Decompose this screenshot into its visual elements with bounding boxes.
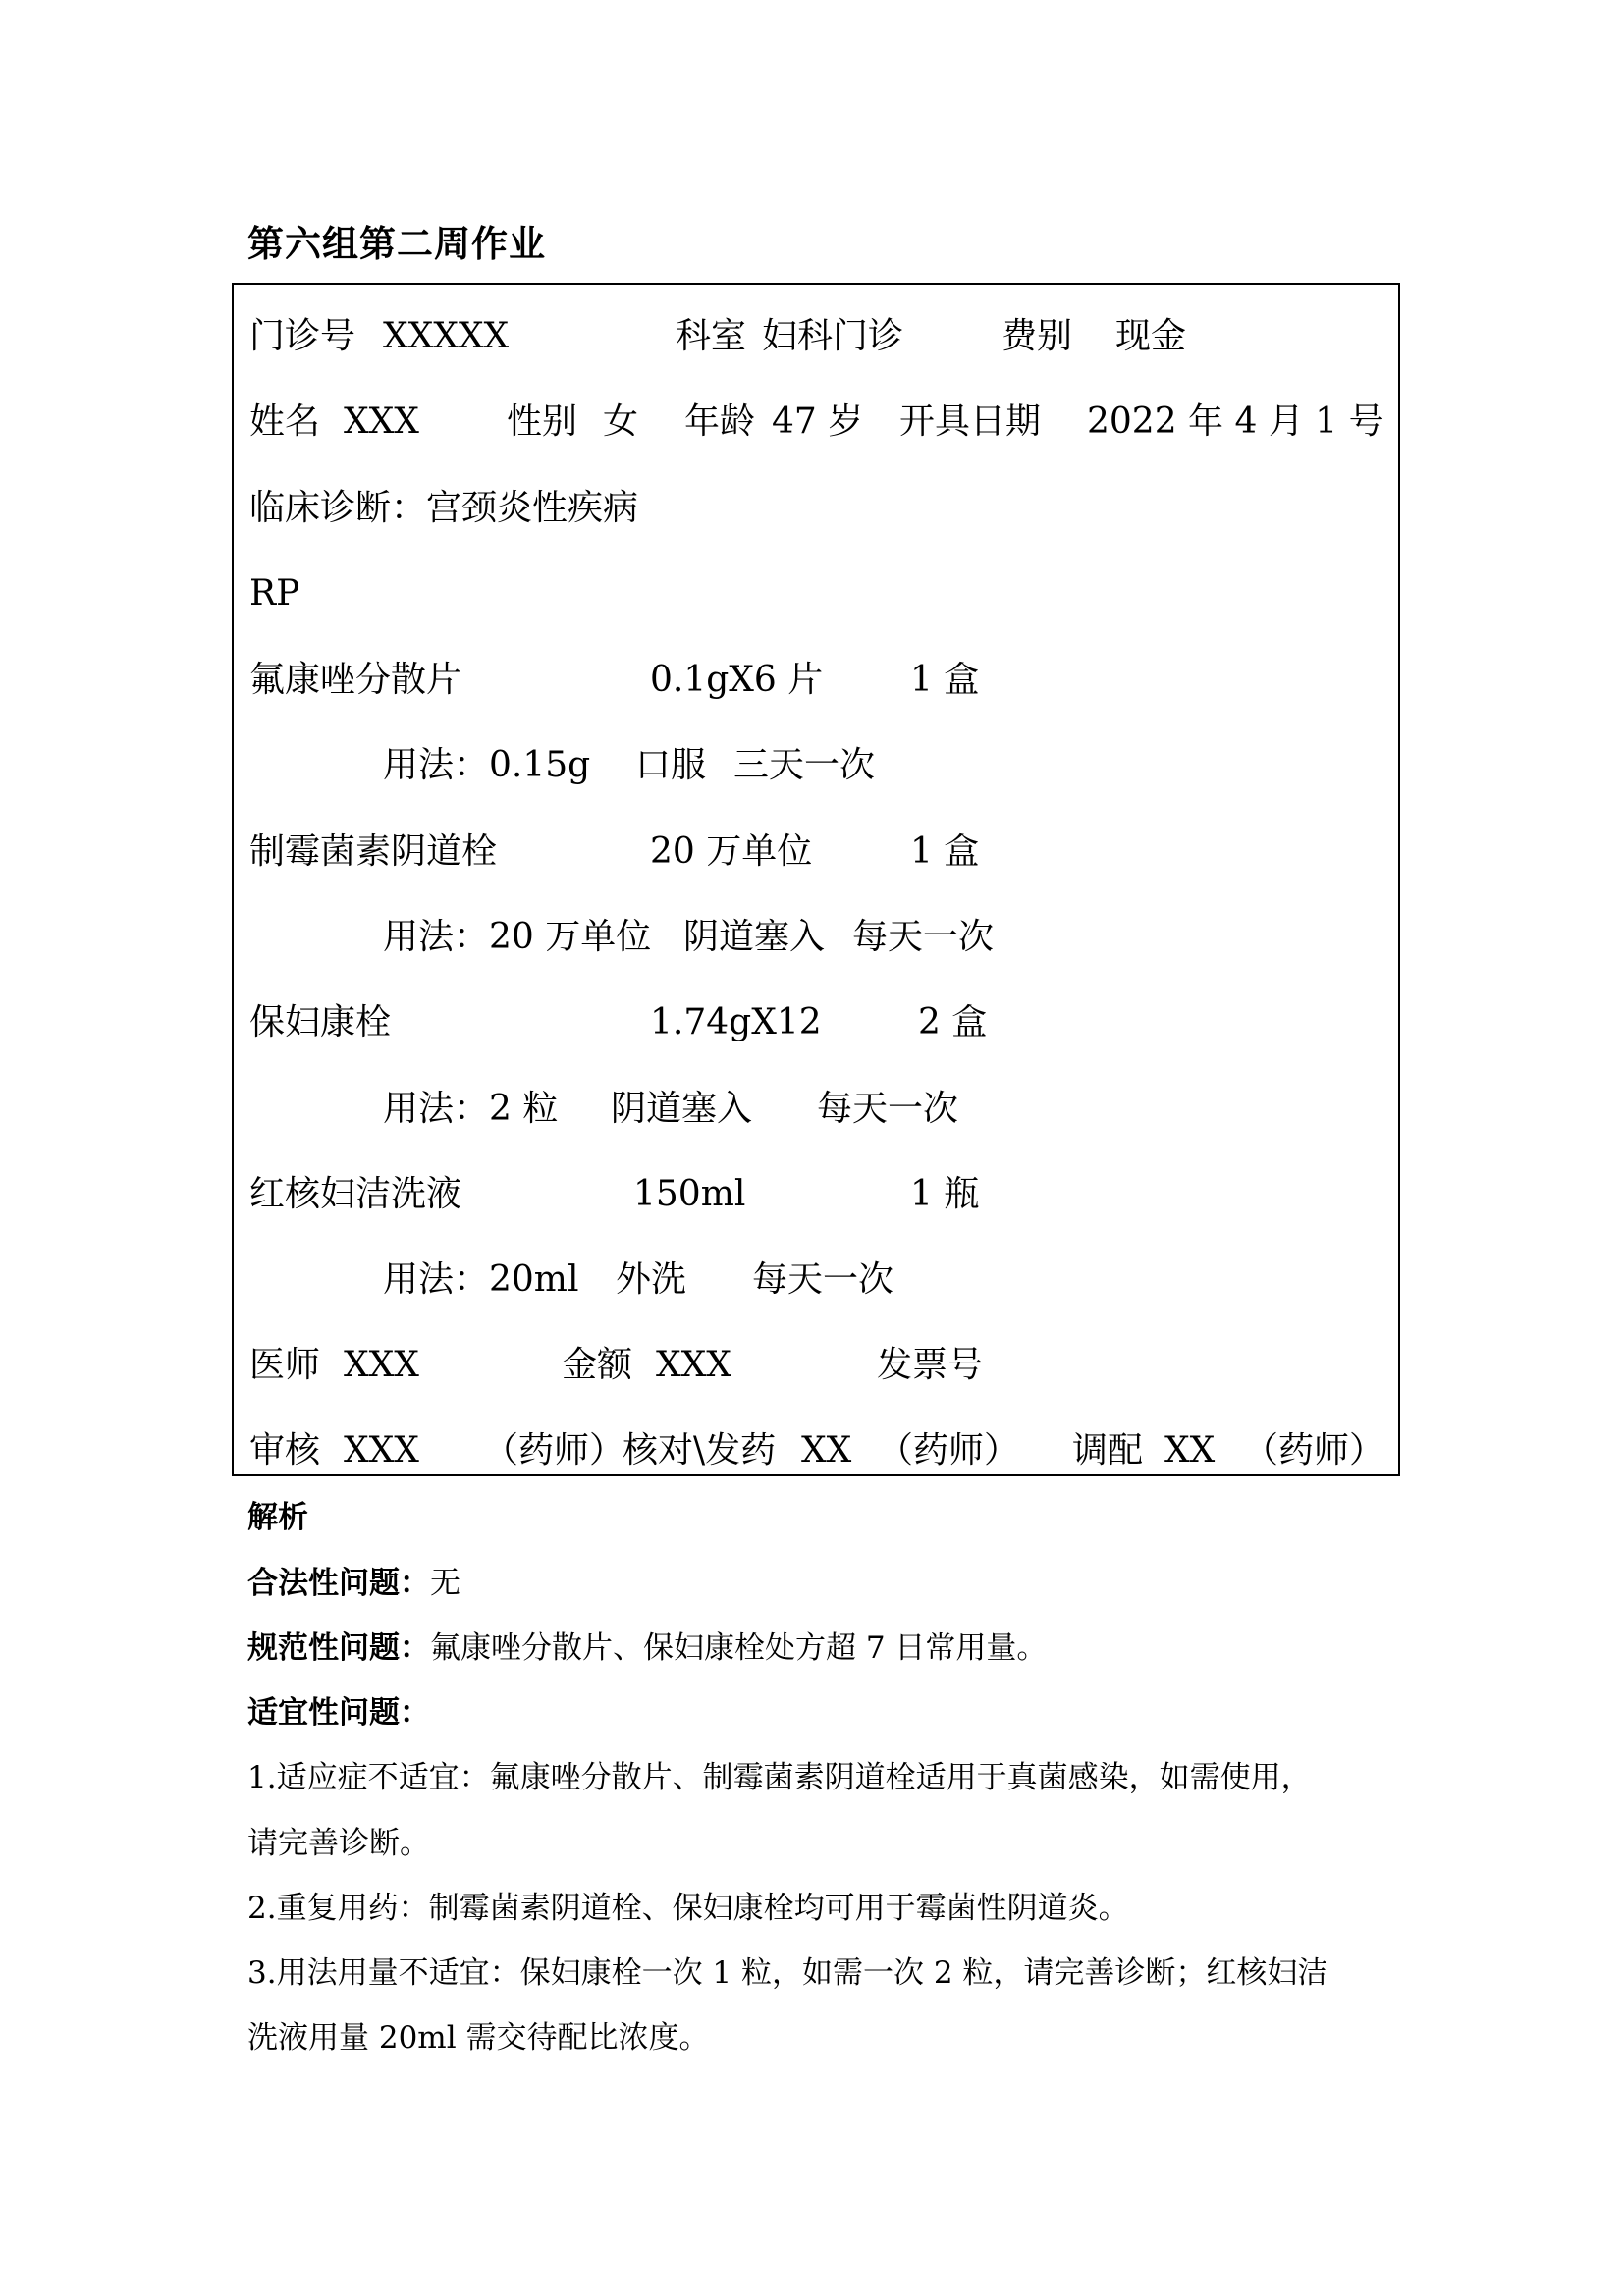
drug-qty: 1 盒 — [910, 831, 980, 872]
check-role: （药师） — [878, 1430, 1020, 1470]
usage-route: 阴道塞入 — [611, 1089, 753, 1129]
rp-label — [249, 566, 1388, 621]
usage-dose: 用法：0.15g — [383, 745, 591, 785]
header-row-2 — [249, 395, 1388, 450]
usage-dose: 用法：20ml — [383, 1259, 579, 1300]
age-value: 47 岁 — [772, 401, 864, 442]
check-value: XX — [801, 1430, 852, 1470]
drug-row — [249, 653, 1388, 708]
drug-usage-row — [249, 1082, 1388, 1137]
name-label: 姓名 — [249, 401, 321, 442]
sex-value: 女 — [603, 401, 639, 442]
diagnosis-text: 临床诊断：宫颈炎性疾病 — [249, 488, 639, 528]
name-value: XXX — [344, 401, 419, 442]
fee-value: 现金 — [1115, 316, 1187, 356]
normative-line — [247, 1627, 1047, 1670]
footer-row-2 — [249, 1423, 1388, 1478]
drug-spec: 1.74gX12 — [650, 1002, 822, 1042]
drug-qty: 1 盒 — [910, 660, 980, 700]
dispense-label: 调配 — [1072, 1430, 1144, 1470]
legality-text: 无 — [430, 1566, 460, 1601]
review-label: 审核 — [249, 1430, 321, 1470]
date-value: 2022 年 4 月 1 号 — [1087, 401, 1384, 442]
clinic-no-label: 门诊号 — [249, 316, 356, 356]
review-role: （药师） — [483, 1430, 625, 1470]
usage-dose: 用法：20 万单位 — [383, 917, 652, 957]
date-label: 开具日期 — [899, 401, 1042, 442]
dispense-role: （药师） — [1243, 1430, 1385, 1470]
drug-name: 保妇康栓 — [249, 1002, 392, 1042]
doctor-value: XXX — [344, 1345, 419, 1385]
drug-usage-row — [249, 1253, 1388, 1308]
drug-spec: 0.1gX6 片 — [650, 660, 824, 700]
normative-label: 规范性问题： — [247, 1630, 430, 1666]
department-value: 妇科门诊 — [762, 316, 904, 356]
drug-row — [249, 825, 1388, 880]
drug-qty: 2 盒 — [918, 1002, 988, 1042]
amount-value: XXX — [656, 1345, 731, 1385]
usage-frequency: 每天一次 — [752, 1259, 894, 1300]
check-label: 核对\发药 — [623, 1430, 777, 1470]
drug-name: 氟康唑分散片 — [249, 660, 462, 700]
rp-text: RP — [249, 573, 300, 614]
doctor-label: 医师 — [249, 1345, 321, 1385]
prescription-form — [232, 283, 1400, 1476]
usage-frequency: 每天一次 — [852, 917, 995, 957]
fee-label: 费别 — [1001, 316, 1073, 356]
usage-route: 口服 — [635, 745, 707, 785]
page-title: 第六组第二周作业 — [247, 223, 546, 265]
analysis-heading: 解析 — [247, 1500, 308, 1535]
drug-qty: 1 瓶 — [910, 1174, 980, 1214]
legality-label: 合法性问题： — [247, 1566, 430, 1601]
legality-line — [247, 1562, 460, 1605]
suitability-label: 适宜性问题： — [247, 1695, 430, 1731]
usage-route: 外洗 — [616, 1259, 687, 1300]
usage-dose: 用法：2 粒 — [383, 1089, 559, 1129]
header-row-1 — [249, 309, 1388, 364]
invoice-label: 发票号 — [877, 1345, 984, 1385]
footer-row-1 — [249, 1338, 1388, 1393]
age-label: 年龄 — [684, 401, 756, 442]
drug-row — [249, 1167, 1388, 1222]
usage-frequency: 每天一次 — [817, 1089, 959, 1129]
department-label: 科室 — [676, 316, 747, 356]
drug-spec: 20 万单位 — [650, 831, 813, 872]
dispense-value: XX — [1164, 1430, 1216, 1470]
usage-route: 阴道塞入 — [683, 917, 826, 957]
analysis-item: 1.适应症不适宜：氟康唑分散片、制霉菌素阴道栓适用于真菌感染，如需使用， — [247, 1760, 1312, 1795]
drug-usage-row — [249, 738, 1388, 793]
analysis-item: 请完善诊断。 — [247, 1826, 430, 1861]
clinic-no-value: XXXXX — [383, 316, 510, 356]
drug-row — [249, 995, 1388, 1050]
diagnosis — [249, 481, 1388, 536]
drug-name: 红核妇洁洗液 — [249, 1174, 462, 1214]
analysis-item: 洗液用量 20ml 需交待配比浓度。 — [247, 2020, 710, 2056]
drug-name: 制霉菌素阴道栓 — [249, 831, 498, 872]
amount-label: 金额 — [562, 1345, 633, 1385]
analysis-item: 3.用法用量不适宜：保妇康栓一次 1 粒，如需一次 2 粒，请完善诊断；红核妇洁 — [247, 1955, 1328, 1991]
usage-frequency: 三天一次 — [733, 745, 876, 785]
sex-label: 性别 — [507, 401, 578, 442]
normative-text: 氟康唑分散片、保妇康栓处方超 7 日常用量。 — [430, 1630, 1048, 1666]
drug-spec: 150ml — [633, 1174, 746, 1214]
drug-usage-row — [249, 910, 1388, 965]
analysis-item: 2.重复用药：制霉菌素阴道栓、保妇康栓均可用于霉菌性阴道炎。 — [247, 1891, 1129, 1926]
review-value: XXX — [344, 1430, 419, 1470]
